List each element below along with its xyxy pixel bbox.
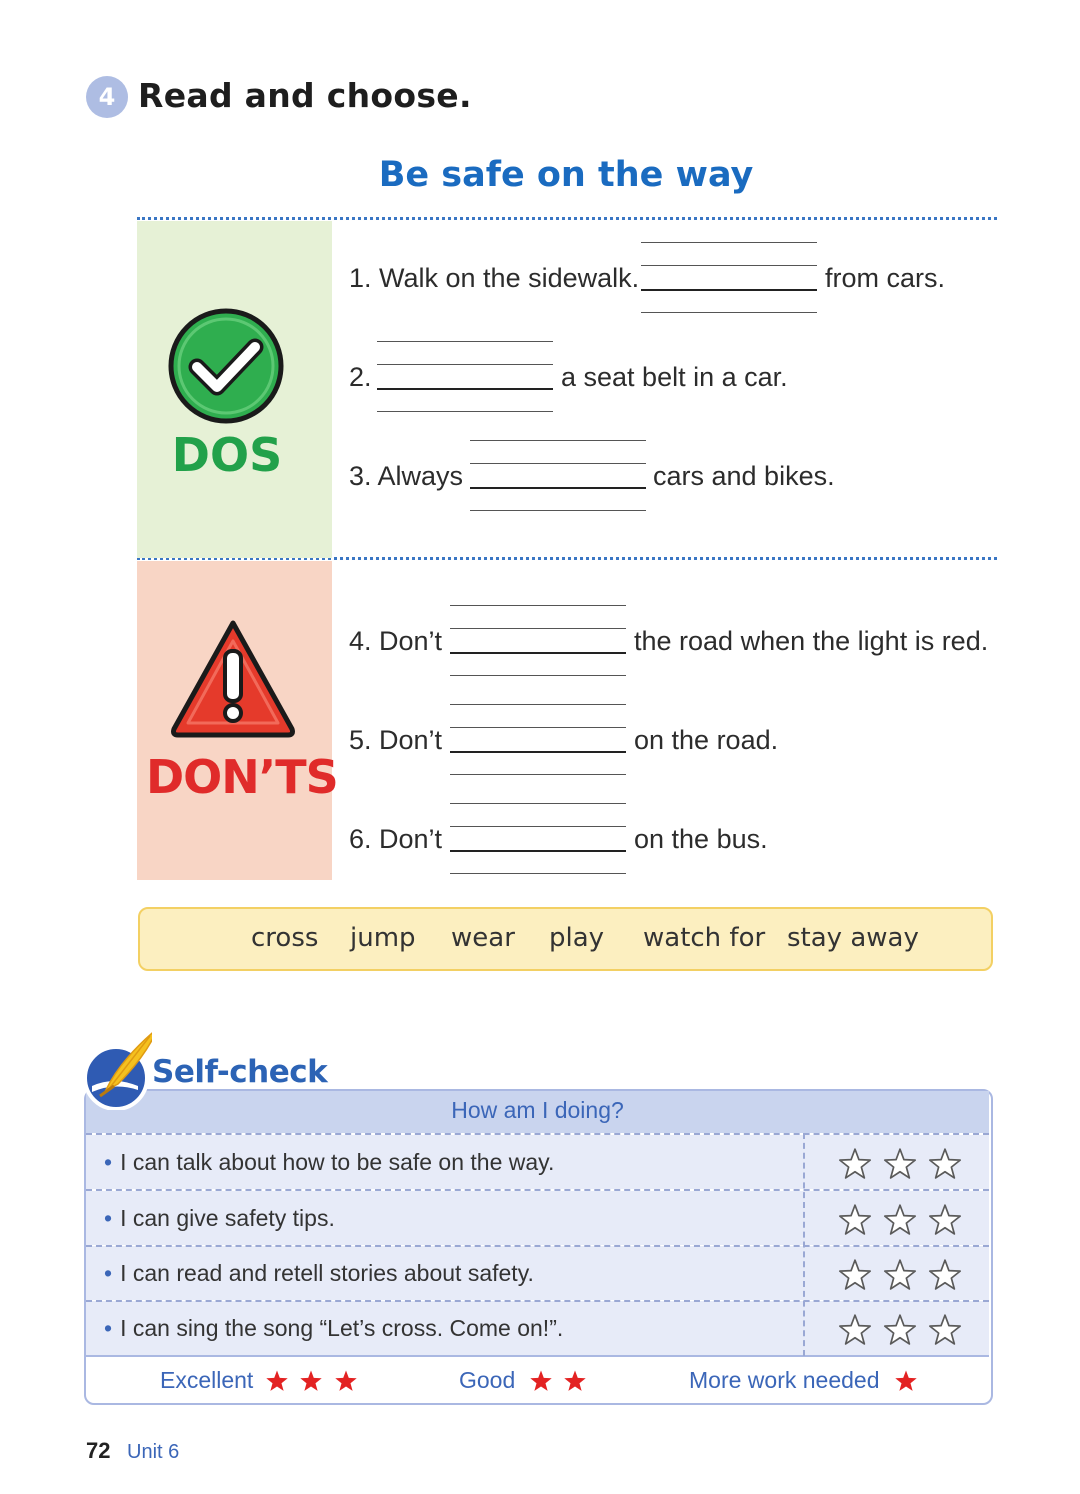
answer-blank-4[interactable] — [450, 605, 626, 677]
self-check-item: • I can talk about how to be safe on the way. — [104, 1149, 555, 1175]
sentence-1-end: from cars. — [825, 263, 946, 293]
dos-label: DOS — [171, 428, 283, 482]
legend-star-icon — [299, 1369, 323, 1393]
answer-blank-3[interactable] — [470, 440, 646, 512]
self-check-item: • I can sing the song “Let’s cross. Come on!”. — [104, 1315, 564, 1341]
sentence-3-start: 3. Always — [349, 461, 464, 491]
self-check-item: • I can read and retell stories about safety. — [104, 1260, 534, 1286]
legend-star-icon — [265, 1369, 289, 1393]
answer-blank-6[interactable] — [450, 803, 626, 875]
legend-star-icon — [563, 1369, 587, 1393]
row-divider — [86, 1300, 989, 1302]
word-bank-item[interactable]: cross — [251, 923, 319, 953]
rating-star-icon[interactable] — [928, 1147, 962, 1181]
legend-star-icon — [529, 1369, 553, 1393]
rating-star-icon[interactable] — [838, 1258, 872, 1292]
rating-star-icon[interactable] — [838, 1203, 872, 1237]
sentence-4-end: the road when the light is red. — [634, 626, 989, 656]
quill-pen-icon — [80, 1030, 152, 1110]
sentence-4-start: 4. Don’t — [349, 626, 443, 656]
row-divider — [86, 1355, 989, 1357]
sentence-2-end: a seat belt in a car. — [561, 362, 788, 392]
rating-star-icon[interactable] — [883, 1258, 917, 1292]
self-check-item: • I can give safety tips. — [104, 1205, 335, 1231]
legend-excellent: Excellent — [160, 1367, 254, 1393]
word-bank-item[interactable]: watch for — [643, 923, 766, 953]
rating-star-icon[interactable] — [883, 1313, 917, 1347]
answer-blank-2[interactable] — [377, 341, 553, 413]
dotted-divider — [137, 217, 997, 220]
check-icon — [167, 307, 285, 425]
rating-star-icon[interactable] — [928, 1258, 962, 1292]
legend-star-icon — [894, 1369, 918, 1393]
word-bank-item[interactable]: stay away — [787, 923, 919, 953]
self-check-header-text: How am I doing? — [451, 1097, 624, 1123]
sentence-5-start: 5. Don’t — [349, 725, 443, 755]
rating-star-icon[interactable] — [883, 1203, 917, 1237]
word-bank-item[interactable]: jump — [350, 923, 416, 953]
sentence-6-start: 6. Don’t — [349, 824, 443, 854]
exercise-number-badge: 4 — [86, 76, 128, 118]
sentence-6-end: on the bus. — [634, 824, 768, 854]
sentence-5-end: on the road. — [634, 725, 779, 755]
legend-star-icon — [334, 1369, 358, 1393]
rating-star-icon[interactable] — [838, 1313, 872, 1347]
sentence-1-start: 1. Walk on the sidewalk. — [349, 263, 640, 293]
exercise-instruction: Read and choose. — [138, 76, 472, 115]
rating-star-icon[interactable] — [883, 1147, 917, 1181]
page-number: 72 — [86, 1438, 111, 1463]
unit-label: Unit 6 — [127, 1441, 180, 1463]
legend-more-work: More work needed — [689, 1367, 880, 1393]
row-divider — [86, 1133, 989, 1135]
row-divider — [86, 1189, 989, 1191]
donts-label: DON’TS — [146, 750, 338, 804]
legend-good: Good — [459, 1367, 516, 1393]
word-bank-item[interactable]: play — [549, 923, 605, 953]
column-divider — [803, 1133, 805, 1356]
sentence-3-end: cars and bikes. — [653, 461, 835, 491]
rating-star-icon[interactable] — [838, 1147, 872, 1181]
row-divider — [86, 1245, 989, 1247]
answer-blank-1[interactable] — [641, 242, 817, 314]
warning-icon — [168, 617, 298, 739]
rating-star-icon[interactable] — [928, 1203, 962, 1237]
rating-star-icon[interactable] — [928, 1313, 962, 1347]
page-title: Be safe on the way — [378, 155, 754, 195]
answer-blank-5[interactable] — [450, 704, 626, 776]
sentence-2-start: 2. — [349, 362, 372, 392]
self-check-title: Self-check — [152, 1054, 328, 1090]
word-bank-item[interactable]: wear — [451, 923, 515, 953]
